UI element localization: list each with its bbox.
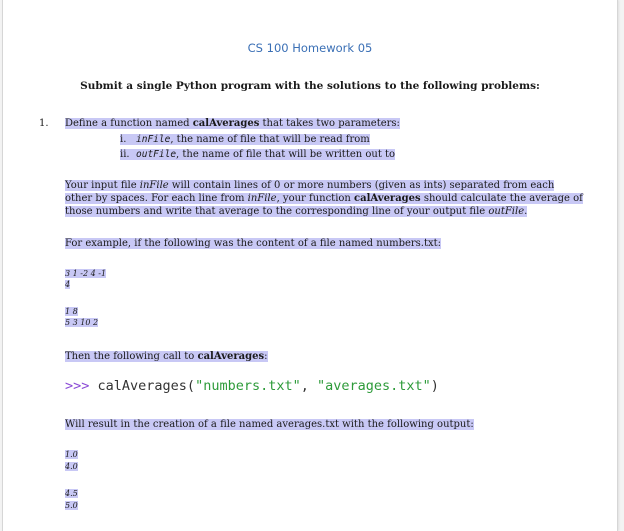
- input-line: 1 8: [65, 307, 78, 316]
- code-prompt: >>>: [65, 378, 90, 394]
- result-intro: Will result in the creation of a file named averages.txt with the following output:: [65, 419, 474, 430]
- document-page: [2, 0, 618, 531]
- input-line: 5 3 10 2: [65, 318, 99, 327]
- code-example: >>> calAverages("numbers.txt", "averages.txt"): [65, 378, 439, 394]
- output-line: 4.0: [65, 462, 78, 471]
- param-item-outfile: ii. outFile, the name of file that will be written out to: [120, 149, 396, 160]
- param-item-infile: i. inFile, the name of file that will be read from: [120, 134, 370, 145]
- problem-number: 1.: [39, 118, 49, 129]
- call-intro: Then the following call to calAverages:: [65, 351, 268, 362]
- example-intro: For example, if the following was the content of a file named numbers.txt:: [65, 238, 442, 249]
- description-line-2: other by spaces. For each line from inFile, your function calAverages should calculate the average of: [65, 193, 583, 204]
- input-line: 3 1 -2 4 -1: [65, 269, 107, 278]
- output-line: 4.5: [65, 489, 78, 498]
- description-line-1: Your input file inFile will contain lines of 0 or more numbers (given as ints) separated from each: [65, 180, 555, 191]
- page-title: CS 100 Homework 05: [247, 41, 373, 55]
- page-subtitle: Submit a single Python program with the solutions to the following problems:: [80, 80, 540, 92]
- output-line: 5.0: [65, 501, 78, 510]
- problem-intro: Define a function named calAverages that takes two parameters:: [65, 118, 400, 129]
- description-line-3: those numbers and write that average to the corresponding line of your output file outFile.: [65, 206, 528, 217]
- input-line: 4: [65, 280, 71, 289]
- output-line: 1.0: [65, 450, 78, 459]
